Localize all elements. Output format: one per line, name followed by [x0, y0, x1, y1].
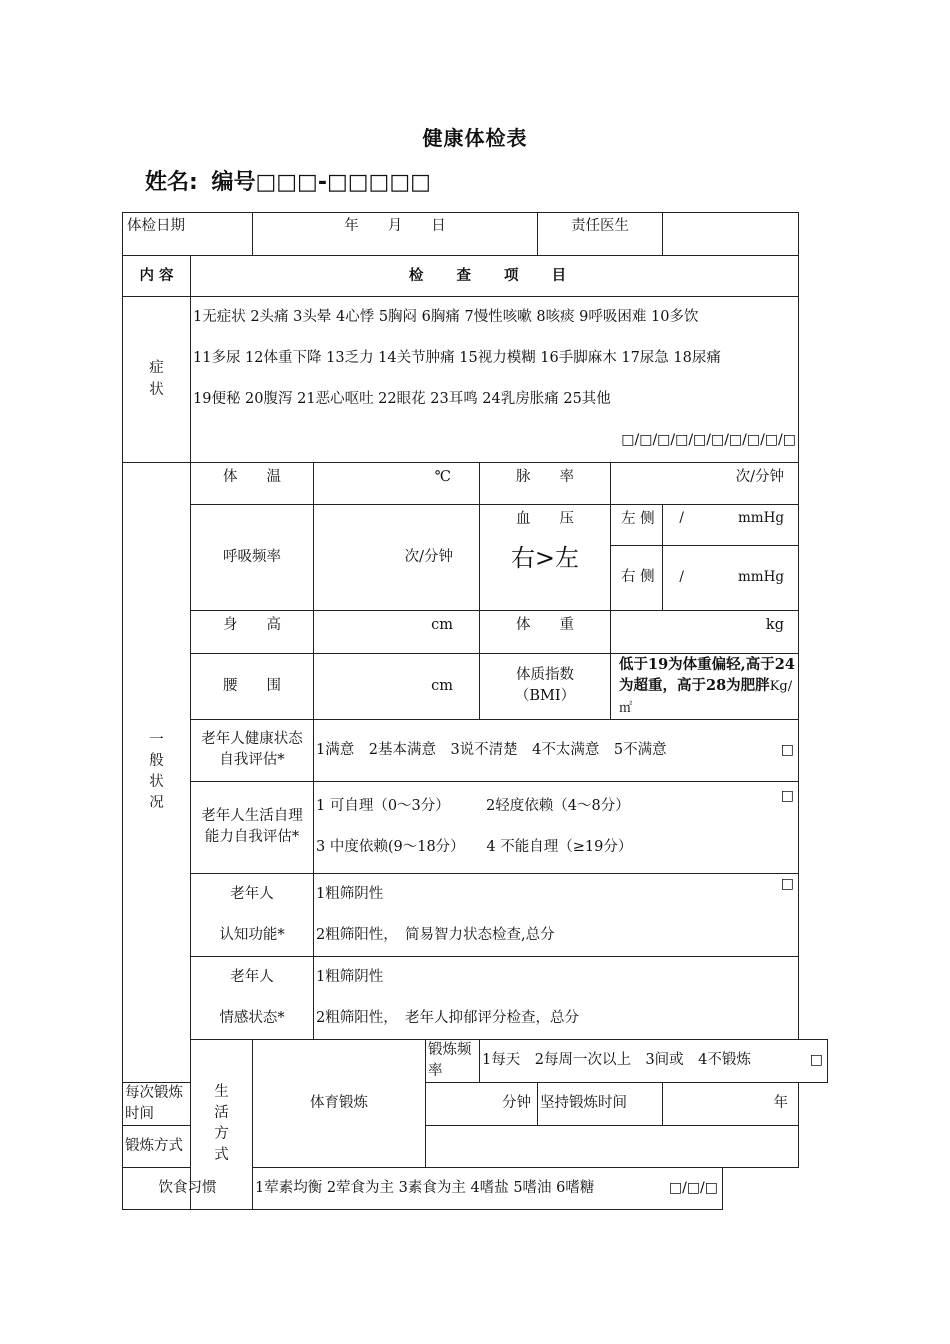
waist-field[interactable]: cm	[314, 654, 480, 720]
exam-date-row	[123, 213, 828, 256]
pulse-field[interactable]: 次/分钟	[611, 463, 799, 505]
weight-label: 体 重	[480, 611, 611, 654]
diet-row	[123, 1167, 828, 1209]
exam-date-field[interactable]: 年 月 日	[253, 213, 538, 256]
height-label: 身 高	[191, 611, 314, 654]
method-label: 锻炼方式	[123, 1125, 191, 1167]
diet-options-cell	[253, 1167, 723, 1209]
cognitive-label-line: 认知功能*	[219, 926, 285, 943]
diet-options: 1荤素均衡 2荤食为主 3素食为主 4嗜盐 5嗜油 6嗜糖	[255, 1179, 595, 1196]
bp-right-label: 右 侧	[611, 546, 663, 611]
temp-label: 体 温	[191, 463, 314, 505]
self-health-label: 老年人健康状态自我评估*	[191, 719, 314, 781]
freq-options: 1每天 2每周一次以上 3间或 4不锻炼	[482, 1052, 751, 1069]
lifestyle-label-char: 方	[214, 1126, 229, 1143]
resp-field[interactable]: 次/分钟	[314, 505, 480, 611]
persist-label: 坚持锻炼时间	[538, 1082, 663, 1125]
emotional-line: 1粗筛阴性	[316, 968, 384, 985]
doctor-field[interactable]	[663, 213, 799, 256]
time-field[interactable]: 分钟	[426, 1082, 538, 1125]
name-label: 姓名:	[145, 170, 198, 195]
bmi-label-sub: （BMI）	[514, 688, 576, 705]
health-exam-table	[122, 212, 828, 1210]
symptoms-list	[191, 297, 799, 463]
freq-options-cell	[480, 1039, 828, 1082]
waist-label: 腰 围	[191, 654, 314, 720]
temp-field[interactable]: ℃	[314, 463, 480, 505]
name-number-row	[145, 165, 437, 196]
header-row	[123, 256, 828, 297]
self-health-checkbox[interactable]: □	[780, 741, 794, 758]
diet-label: 饮食习惯	[123, 1167, 253, 1209]
items-header: 检 查 项 目	[191, 256, 799, 297]
self-care-row	[123, 781, 828, 873]
number-label: 编号□□□-□□□□□	[211, 170, 431, 195]
self-care-label: 老年人生活自理能力自我评估*	[191, 781, 314, 873]
bp-left-label: 左 侧	[611, 505, 663, 546]
cognitive-options-cell	[314, 873, 799, 956]
self-health-options: 1满意 2基本满意 3说不清楚 4不太满意 5不满意	[316, 741, 667, 758]
exam-date-label: 体检日期	[123, 213, 253, 256]
height-field[interactable]: cm	[314, 611, 480, 654]
emotional-options-cell	[314, 956, 799, 1039]
weight-field[interactable]: kg	[611, 611, 799, 654]
bmi-note: 低于19为体重偏轻,高于24为超重，高于28为肥胖	[619, 656, 795, 695]
content-header: 内 容	[123, 256, 191, 297]
general-label	[123, 463, 191, 1083]
emotional-label	[191, 956, 314, 1039]
bp-left-field[interactable]: / mmHg	[663, 505, 799, 546]
cognitive-row	[123, 873, 828, 956]
bp-label-cell	[480, 505, 611, 611]
cognitive-line: 2粗筛阳性， 简易智力状态检查,总分	[316, 926, 555, 943]
method-field[interactable]	[426, 1125, 799, 1167]
emotional-label-line: 老年人	[230, 968, 274, 985]
doctor-label: 责任医生	[538, 213, 663, 256]
pulse-label: 脉 率	[480, 463, 611, 505]
freq-label: 锻炼频率	[426, 1039, 480, 1082]
cognitive-label-line: 老年人	[230, 885, 274, 902]
bmi-label-cell	[480, 654, 611, 720]
lifestyle-label-char: 生	[214, 1084, 229, 1101]
bp-label: 血 压	[516, 511, 574, 527]
cognitive-checkbox[interactable]: □	[780, 875, 794, 892]
emotional-label-line: 情感状态*	[219, 1009, 285, 1026]
general-label-char: 一	[149, 732, 164, 749]
bmi-label: 体质指数	[516, 667, 574, 684]
symptoms-label	[123, 297, 191, 463]
symptoms-label-char: 症	[149, 360, 164, 377]
resp-bp-left-row	[123, 505, 828, 546]
diet-checkboxes[interactable]: □/□/□	[668, 1179, 718, 1196]
bp-note: 右>左	[510, 544, 580, 573]
exercise-label: 体育锻炼	[253, 1039, 426, 1167]
bp-right-field[interactable]: / mmHg	[663, 546, 799, 611]
bmi-unit: Kg/㎡	[619, 679, 793, 716]
freq-checkbox[interactable]: □	[809, 1052, 823, 1069]
symptoms-row	[123, 297, 828, 463]
page-title: 健康体检表	[422, 126, 528, 150]
symptoms-label-char: 状	[149, 381, 164, 398]
self-care-line: 3 中度依赖(9～18分） 4 不能自理（≥19分）	[316, 839, 633, 856]
symptom-line: 19便秘 20腹泻 21恶心呕吐 22眼花 23耳鸣 24乳房胀痛 25其他	[193, 391, 611, 407]
emotional-line: 2粗筛阳性， 老年人抑郁评分检查，总分	[316, 1009, 579, 1026]
time-label: 每次锻炼时间	[123, 1082, 191, 1125]
exercise-freq-row	[123, 1039, 828, 1082]
persist-field[interactable]: 年	[663, 1082, 799, 1125]
emotional-row	[123, 956, 828, 1039]
symptom-checkboxes[interactable]: □/□/□/□/□/□/□/□/□/□	[621, 432, 796, 448]
symptom-line: 1无症状 2头痛 3头晕 4心悸 5胸闷 6胸痛 7慢性咳嗽 8咳痰 9呼吸困难 10多饮	[193, 309, 699, 325]
lifestyle-label-char: 式	[214, 1147, 229, 1164]
temp-pulse-row	[123, 463, 828, 505]
self-care-options-cell	[314, 781, 799, 873]
general-label-char: 状	[149, 774, 164, 791]
self-health-row	[123, 719, 828, 781]
general-label-char: 况	[149, 795, 164, 812]
height-weight-row	[123, 611, 828, 654]
cognitive-label	[191, 873, 314, 956]
resp-label: 呼吸频率	[191, 505, 314, 611]
bmi-field[interactable]	[611, 654, 799, 720]
self-care-checkbox[interactable]: □	[780, 788, 794, 805]
general-label-char: 般	[149, 753, 164, 770]
self-health-options-cell	[314, 719, 799, 781]
symptom-line: 11多尿 12体重下降 13乏力 14关节肿痛 15视力模糊 16手脚麻木 17尿急 18尿痛	[193, 350, 721, 366]
cognitive-line: 1粗筛阴性	[316, 885, 384, 902]
self-care-line: 1 可自理（0～3分） 2轻度依赖（4～8分）	[316, 798, 630, 815]
lifestyle-label-char: 活	[214, 1105, 229, 1122]
waist-bmi-row	[123, 654, 828, 720]
